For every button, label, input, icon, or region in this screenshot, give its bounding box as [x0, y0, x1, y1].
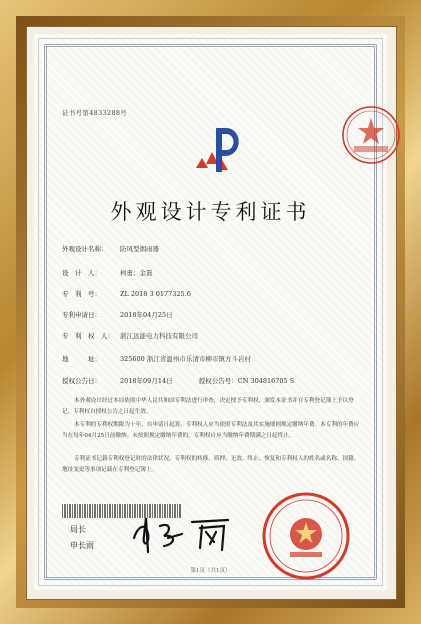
page-footer: 第1页（共1页） [190, 568, 231, 574]
grant-info [62, 376, 294, 385]
field-designer [62, 268, 153, 277]
field-label: 专 利 权 人： [62, 332, 114, 340]
director-name: 申长雨 [70, 541, 94, 550]
field-design-name [62, 244, 159, 253]
field-value: 浙江远能电力科技有限公司 [120, 332, 198, 340]
director-title: 局长 [70, 525, 86, 534]
field-value: 2018年04月25日 [120, 311, 173, 319]
director-signature [124, 508, 254, 558]
field-patent-number [62, 289, 191, 298]
field-label: 设 计 人： [62, 269, 101, 277]
announcement-label: 授权公告号： [198, 377, 238, 385]
field-value: ZL 2018 3 0177325.6 [120, 290, 191, 298]
body-paragraph: 本外观设计经过本局依照中华人民共和国专利法进行审查，决定授予专利权，颁发本证书并在专利登记簿上予以登记。专利权自授权公告之日起生效。 [62, 398, 354, 415]
grant-date: 2018年09月14日 [120, 377, 173, 385]
field-label: 专 利 号： [62, 290, 101, 298]
seal-stamp-icon [340, 104, 402, 166]
patent-office-logo-icon [182, 120, 254, 180]
field-label: 地 址： [62, 355, 101, 363]
field-value: 防风型烟雨器 [120, 245, 159, 253]
field-address [62, 354, 251, 363]
body-paragraph: 本专利的专利权期限为十年，自申请日起算。专利权人应当依照专利法及其实施细则规定缴纳年费。本专利的年费应当在每年04月25日前缴纳。未按照规定缴纳年费的，专利权自应当缴纳年费期满之日起终止。 [62, 422, 360, 439]
field-label: 外观设计名称： [62, 245, 108, 253]
certificate-title: 外观设计专利证书 [110, 200, 311, 224]
field-label: 专利申请日： [62, 311, 101, 319]
field-patentee [62, 331, 198, 340]
certificate-paper [34, 34, 387, 590]
field-value: 柯勇；金磊 [120, 269, 153, 277]
certificate-number: 证书号第4833288号 [62, 109, 128, 117]
announcement-number: CN 304816705 S [237, 377, 295, 385]
field-value: 325600 浙江省温州市乐清市柳市镇方斗岩村 [120, 355, 251, 363]
body-paragraph: 专利证书记载专利权登记时的法律状况。专利权的转移、质押、无效、终止、恢复和专利权人的姓名或名称、国籍、地址变更等事项记载在专利登记簿上。 [62, 456, 360, 473]
field-application-date [62, 310, 173, 319]
grant-date-label: 授权公告日： [62, 377, 101, 385]
